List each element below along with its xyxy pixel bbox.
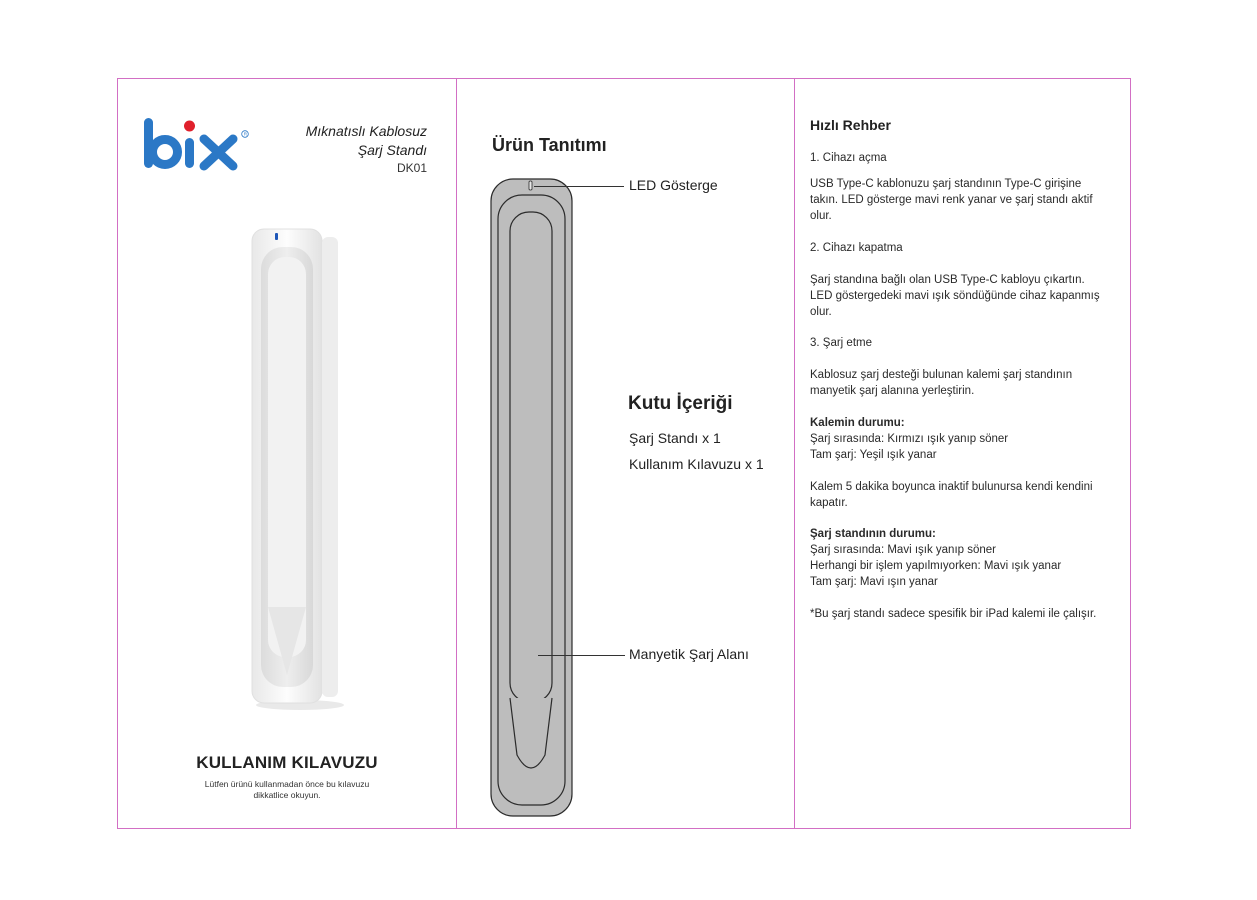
pen-status-line: Şarj sırasında: Kırmızı ışık yanıp söner	[810, 433, 1009, 445]
stand-status-line: Tam şarj: Mavi ışın yanar	[810, 576, 938, 588]
stand-status	[810, 526, 1110, 590]
step-text: Şarj standına bağlı olan USB Type-C kabloyu çıkartın. LED göstergedeki mavi ışık söndüğünde cihaz kapanmış olur.	[810, 274, 1100, 318]
step-text: Kablosuz şarj desteği bulunan kalemi şarj standının manyetik şarj alanına yerleştirin.	[810, 369, 1073, 397]
panel-divider	[794, 79, 795, 828]
charging-stand-diagram	[490, 178, 575, 818]
manual-note-line: dikkatlice okuyun.	[253, 790, 321, 800]
model-number: DK01	[396, 161, 427, 175]
pen-status-title: Kalemin durumu:	[810, 417, 905, 429]
stand-status-title: Şarj standının durumu:	[810, 528, 936, 540]
box-item: Kullanım Kılavuzu x 1	[629, 456, 764, 472]
bix-logo	[142, 117, 262, 177]
product-title-line: Şarj Standı	[357, 142, 427, 158]
stand-status-line: Herhangi bir işlem yapılmıyorken: Mavi ışık yanar	[810, 560, 1062, 572]
brochure-sheet	[117, 78, 1131, 829]
step-title: 2. Cihazı kapatma	[810, 242, 903, 254]
pen-status-line: Tam şarj: Yeşil ışık yanar	[810, 449, 937, 461]
led-indicator-label: LED Gösterge	[629, 177, 718, 193]
product-title	[306, 122, 427, 160]
panel-divider	[456, 79, 457, 828]
compatibility-note: *Bu şarj standı sadece spesifik bir iPad kalemi ile çalışır.	[810, 608, 1097, 620]
charge-area-callout-line	[538, 655, 625, 656]
manual-note	[118, 779, 456, 801]
manual-title: KULLANIM KILAVUZU	[196, 753, 378, 772]
box-item: Şarj Standı x 1	[629, 430, 721, 446]
manual-note-line: Lütfen ürünü kullanmadan önce bu kılavuzu	[204, 779, 370, 789]
charge-area-label: Manyetik Şarj Alanı	[629, 646, 749, 662]
svg-text:R: R	[243, 131, 247, 137]
box-contents-title: Kutu İçeriği	[628, 393, 733, 414]
product-intro-title: Ürün Tanıtımı	[492, 135, 607, 155]
led-callout-line	[534, 186, 624, 187]
step-text: USB Type-C kablonuzu şarj standının Type-C girişine takın. LED gösterge mavi renk yanar ve şarj standı aktif olur.	[810, 178, 1093, 222]
stand-status-line: Şarj sırasında: Mavi ışık yanıp söner	[810, 544, 996, 556]
step-title: 1. Cihazı açma	[810, 152, 887, 164]
quick-guide-title: Hızlı Rehber	[810, 117, 891, 133]
pen-status	[810, 415, 1110, 463]
product-title-line: Mıknatıslı Kablosuz	[305, 123, 427, 139]
charging-stand-photo	[248, 227, 348, 713]
step-title: 3. Şarj etme	[810, 337, 872, 349]
inactive-note: Kalem 5 dakika boyunca inaktif bulunursa kendi kendini kapatır.	[810, 481, 1093, 509]
